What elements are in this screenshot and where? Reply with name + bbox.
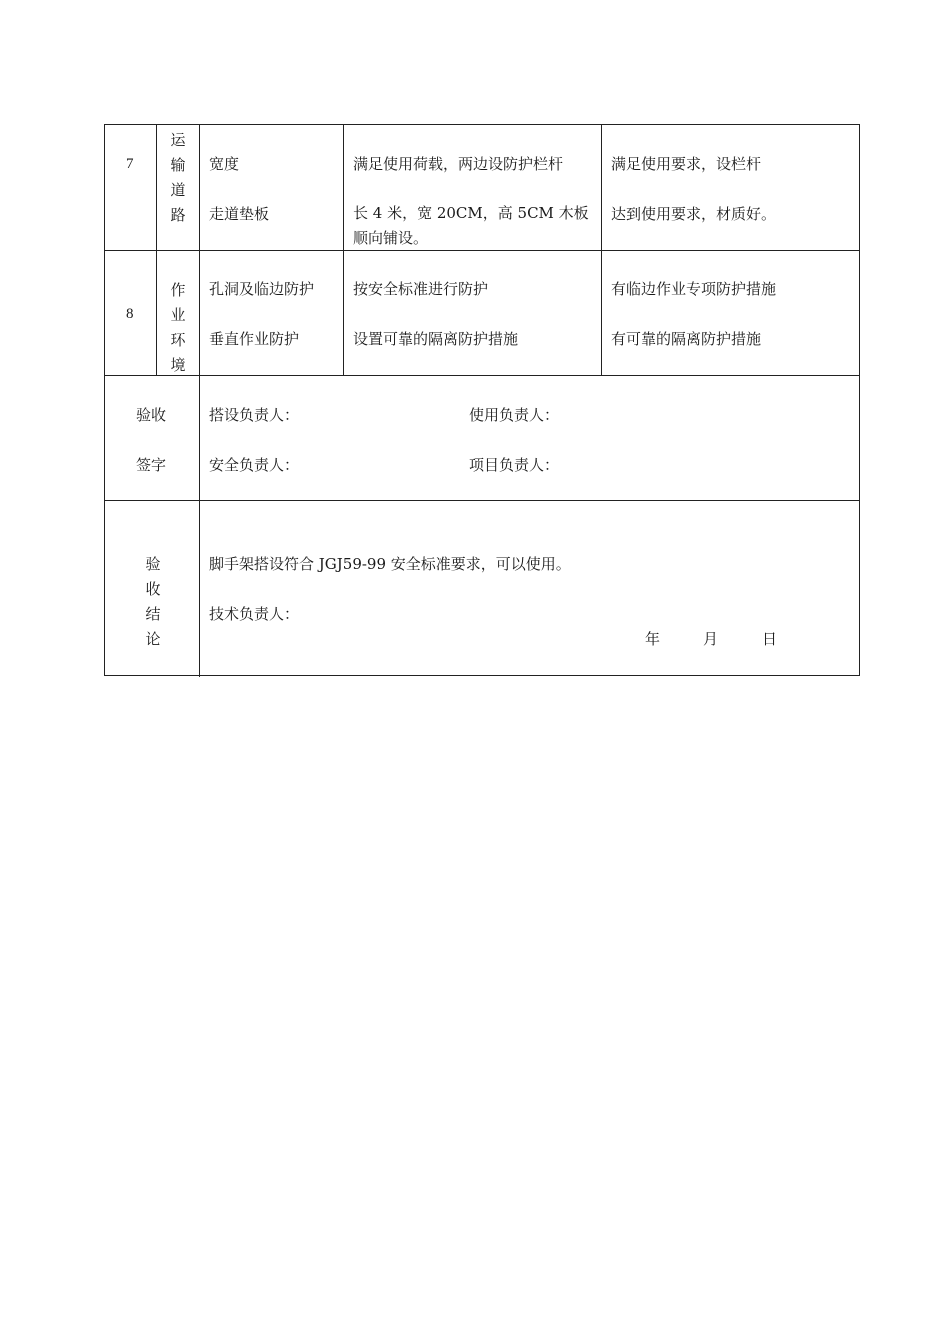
safety-signature-field: 安全负责人： (209, 456, 300, 474)
column-divider (199, 125, 200, 677)
category-char: 环 (170, 331, 186, 349)
item-name: 垂直作业防护 (209, 330, 300, 348)
user-signature-field: 使用负责人： (469, 406, 560, 424)
tech-lead-signature-field: 技术负责人： (209, 605, 300, 623)
item-standard: 满足使用荷载，两边设防护栏杆 (353, 155, 564, 173)
row-category (168, 128, 188, 228)
row-category (168, 278, 188, 378)
category-char: 作 (170, 281, 186, 299)
item-standard: 长 4 米，宽 20CM，高 5CM 木板顺向铺设。 (353, 204, 589, 247)
date-day: 日 (762, 630, 778, 648)
item-standard: 设置可靠的隔离防护措施 (353, 330, 519, 348)
category-char: 境 (170, 356, 186, 374)
conclusion-label-char: 结 (145, 605, 161, 623)
erector-signature-field: 搭设负责人： (209, 406, 300, 424)
date-month: 月 (703, 630, 719, 648)
column-divider (343, 125, 344, 376)
conclusion-text: 脚手架搭设符合 JGJ59-99 安全标准要求，可以使用。 (209, 555, 571, 573)
category-char: 业 (170, 306, 186, 324)
category-char: 运 (170, 131, 186, 149)
signature-label: 签字 (136, 456, 167, 474)
item-result: 满足使用要求，设栏杆 (611, 155, 762, 173)
signature-label: 验收 (136, 406, 167, 424)
column-divider (156, 125, 157, 376)
category-char: 输 (170, 156, 186, 174)
column-divider (601, 125, 602, 376)
item-standard: 按安全标准进行防护 (353, 280, 489, 298)
item-name: 宽度 (209, 155, 240, 173)
date-year: 年 (645, 630, 661, 648)
item-name: 孔洞及临边防护 (209, 280, 315, 298)
row-divider (105, 500, 859, 501)
row-number: 8 (126, 306, 134, 322)
item-result: 有临边作业专项防护措施 (611, 280, 777, 298)
item-result: 有可靠的隔离防护措施 (611, 330, 762, 348)
conclusion-label-char: 收 (145, 580, 161, 598)
category-char: 道 (170, 181, 186, 199)
inspection-table (104, 124, 860, 676)
item-name: 走道垫板 (209, 205, 270, 223)
conclusion-label-char: 验 (145, 555, 161, 573)
conclusion-label-char: 论 (145, 630, 161, 648)
row-number: 7 (126, 156, 134, 172)
item-result: 达到使用要求，材质好。 (611, 205, 777, 223)
conclusion-label (143, 552, 163, 652)
category-char: 路 (170, 206, 186, 224)
row-divider (105, 375, 859, 376)
project-signature-field: 项目负责人： (469, 456, 560, 474)
